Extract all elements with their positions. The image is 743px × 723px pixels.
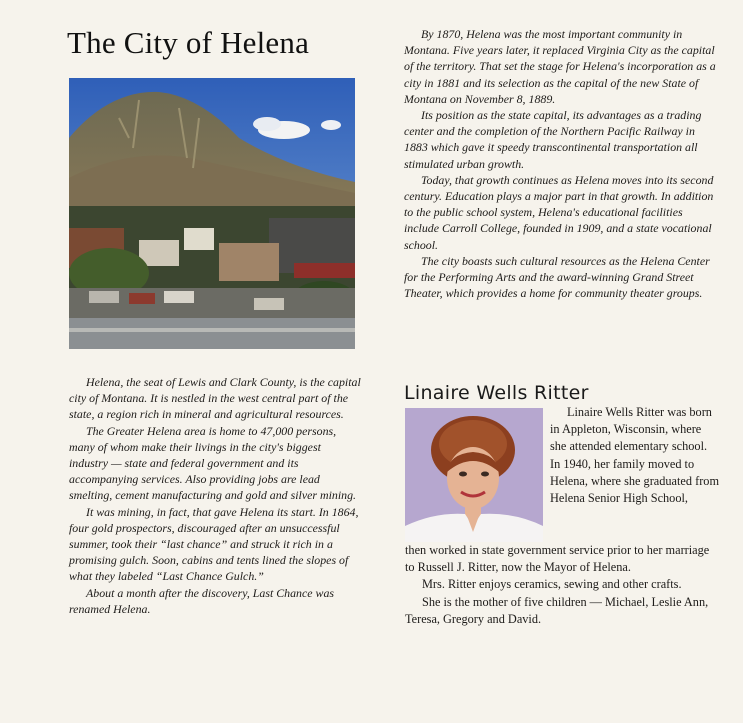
renamed-paragraph: About a month after the discovery, Last Chance was renamed Helena. (69, 585, 335, 616)
mining-paragraph: It was mining, in fact, that gave Helena its start. In 1864, four gold prospectors, discouraged after an unsuccessful summer, took their “last chance” and struck it rich in a promising gulch. Soon, cabins and tents lined the slopes of what they labeled “Last Chance Gulch.” (69, 504, 359, 584)
intro-column (69, 374, 361, 617)
history-column (404, 26, 716, 301)
helena-city-photo (69, 78, 355, 349)
bio-intro-paragraph: Linaire Wells Ritter was born in Appleton, Wisconsin, where she attended elementary school. In 1940, her family moved to Helena, where she graduated from Helena Senior High School, (550, 405, 720, 506)
bio-children-paragraph: She is the mother of five children — Michael, Leslie Ann, Teresa, Gregory and David. (405, 594, 709, 626)
intro-paragraph: Helena, the seat of Lewis and Clark County, is the capital city of Montana. It is nestled in the west central part of the state, a region rich in mineral and agricultural resources. (69, 375, 361, 422)
history-paragraph-growth: Today, that growth continues as Helena moves into its second century. Education plays a major part in that growth. In addition to the public school system, Helena's educational facilities include Carroll College, founded in 1909, and a state vocational school. (404, 172, 714, 252)
bio-career-paragraph: then worked in state government service prior to her marriage to Russell J. Ritter, now the Mayor of Helena. (405, 543, 710, 575)
history-paragraph-1870: By 1870, Helena was the most important community in Montana. Five years later, it replaced Virginia City as the capital of the territory. That set the stage for Helena's incorporation as a city in 1881 and its selection as the capital of the new State of Montana on November 8, 1889. (404, 27, 716, 106)
bio-heading: Linaire Wells Ritter (404, 382, 589, 404)
linaire-ritter-portrait (405, 408, 543, 542)
bio-bottom-text (405, 542, 721, 628)
portrait-svg (405, 408, 543, 542)
population-paragraph: The Greater Helena area is home to 47,000 persons, many of whom make their livings in the city's biggest industry — state and federal government and its accompanying services. Also providing jobs are lead smelting, cement manufacturing and gold and silver mining. (69, 423, 356, 503)
history-paragraph-capital: Its position as the state capital, its advantages as a trading center and the completion of the Northern Pacific Railway in 1883 which gave it speedy transcontinental transportation all stimulated urban growth. (404, 108, 702, 171)
helena-city-photo-svg (69, 78, 355, 349)
bio-hobbies-paragraph: Mrs. Ritter enjoys ceramics, sewing and other crafts. (422, 577, 682, 592)
history-paragraph-culture: The city boasts such cultural resources as the Helena Center for the Performing Arts and the award-winning Grand Street Theater, which provides a home for community theater groups. (404, 253, 710, 301)
bio-side-text (550, 404, 720, 507)
page-title: The City of Helena (67, 25, 310, 60)
